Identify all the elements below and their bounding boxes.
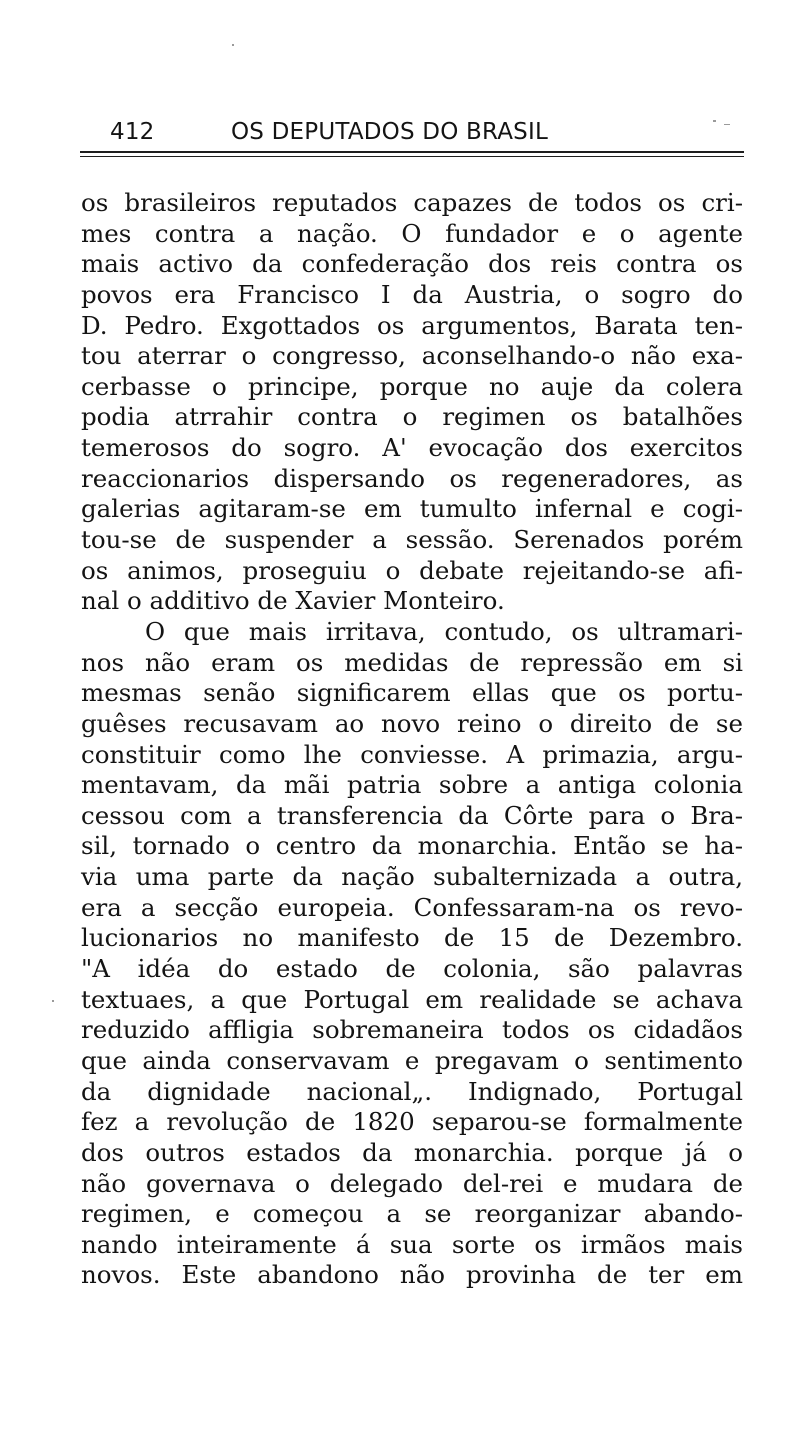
text-line: via uma parte da nação subalternizada a outra, [81, 862, 743, 892]
text-line: D. Pedro. Exgottados os argumentos, Barata ten- [81, 310, 743, 340]
text-line: povos era Francisco I da Austria, o sogro do [81, 279, 743, 309]
text-line: tou aterrar o congresso, aconselhando-o não exa- [81, 341, 743, 371]
text-line: guêses recusavam ao novo reino o direito de se [81, 708, 743, 738]
print-speck [713, 120, 716, 122]
text-line: fez a revolução de 1820 separou-se formalmente [81, 1107, 743, 1137]
text-line: regimen, e começou a se reorganizar abando- [81, 1199, 743, 1229]
header-rule-thin [80, 156, 744, 157]
text-line: temerosos do sogro. A' evocação dos exercitos [81, 433, 743, 463]
text-line: nando inteiramente á sua sorte os irmãos mais [81, 1229, 743, 1259]
header-rule [80, 151, 744, 153]
page-number: 412 [110, 119, 155, 145]
text-line: dos outros estados da monarchia. porque já o [81, 1137, 743, 1167]
text-line: mentavam, da mãi patria sobre a antiga colonia [81, 770, 743, 800]
running-title: OS DEPUTADOS DO BRASIL [231, 119, 548, 145]
running-head [110, 117, 590, 147]
text-line: tou-se de suspender a sessão. Serenados porém [81, 525, 743, 555]
text-line: textuaes, a que Portugal em realidade se achava [81, 984, 743, 1014]
text-line: cessou com a transferencia da Côrte para o Bra- [81, 800, 743, 830]
text-line: os brasileiros reputados capazes de todos os cri- [81, 188, 743, 217]
text-line: não governava o delegado del-rei e mudara de [81, 1168, 743, 1198]
text-line: reaccionarios dispersando os regeneradores, as [81, 463, 743, 493]
text-line: nos não eram os medidas de repressão em si [81, 647, 743, 677]
text-line: lucionarios no manifesto de 15 de Dezembro. [81, 923, 743, 953]
text-line: podia atrrahir contra o regimen os batalhões [81, 402, 743, 432]
text-line: os animos, proseguiu o debate rejeitando-se afi- [81, 555, 743, 585]
text-line: que ainda conservavam e pregavam o sentimento [81, 1045, 743, 1075]
text-line: mesmas senão significarem ellas que os portu- [81, 678, 743, 708]
text-line: cerbasse o principe, porque no auje da colera [81, 371, 743, 401]
text-line: mes contra a nação. O fundador e o agente [81, 218, 743, 248]
text-line: sil, tornado o centro da monarchia. Então se ha- [81, 831, 743, 861]
text-line: constituir como lhe conviesse. A primazia, argu- [81, 739, 743, 769]
print-speck [52, 1000, 54, 1002]
text-line: galerias agitaram-se em tumulto infernal e cogi- [81, 494, 743, 524]
text-line: "A idéa do estado de colonia, são palavras [81, 954, 743, 984]
print-speck [232, 44, 234, 46]
paragraph-start-line: O que mais irritava, contudo, os ultramari- [145, 616, 743, 646]
text-line: novos. Este abandono não provinha de ter em [81, 1260, 743, 1290]
text-line: da dignidade nacional„. Indignado, Portugal [81, 1076, 743, 1106]
text-line: era a secção europeia. Confessaram-na os revo- [81, 892, 743, 922]
text-line: mais activo da confederação dos reis contra os [81, 249, 743, 279]
paragraph-end-line: nal o additivo de Xavier Monteiro. [81, 586, 505, 616]
body-text [81, 188, 743, 1291]
print-speck [724, 124, 730, 125]
text-line: reduzido affligia sobremaneira todos os cidadãos [81, 1015, 743, 1045]
